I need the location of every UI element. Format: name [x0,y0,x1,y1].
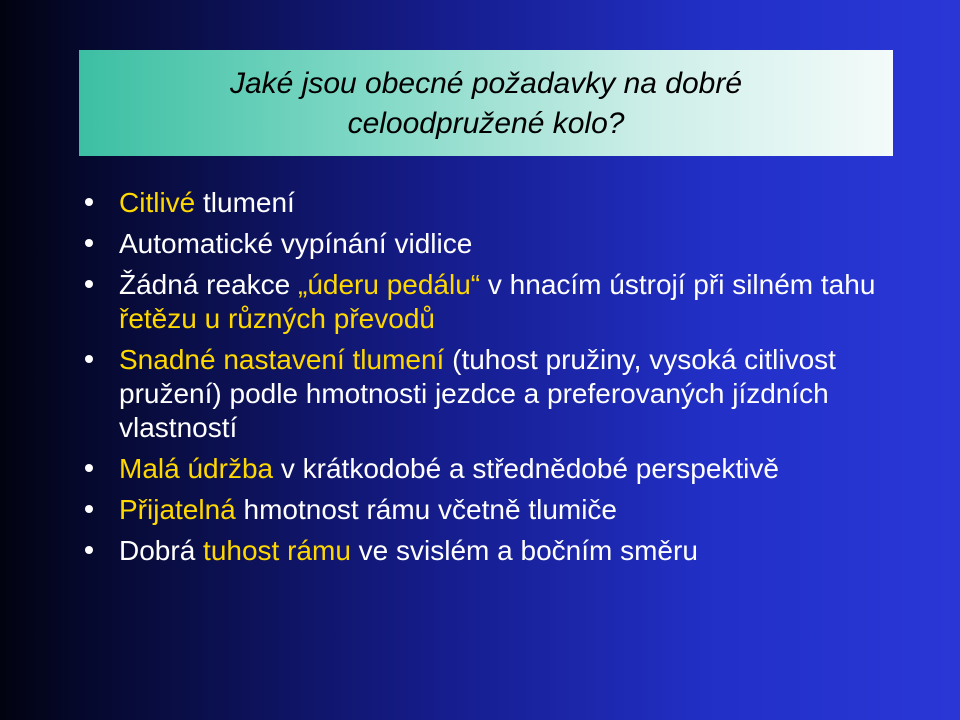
bullet-dot-icon [85,505,93,513]
bullet-dot-icon [85,239,93,247]
bullet-item [82,227,882,261]
highlight-text: řetězu u různých převodů [119,303,435,334]
bullet-dot-icon [85,280,93,288]
bullet-item [82,343,882,445]
bullet-item [82,452,882,486]
bullet-text: tlumení [195,187,295,218]
bullet-text: Žádná reakce [119,269,298,300]
bullet-item [82,186,882,220]
slide-title [79,64,893,144]
bullet-dot-icon [85,546,93,554]
bullet-text: Automatické vypínání vidlice [119,228,473,259]
highlight-text: Malá údržba [119,453,274,484]
bullet-item [82,534,882,568]
highlight-text: Snadné nastavení tlumení [119,344,445,375]
bullet-text: v hnacím ústrojí při silném tahu [480,269,876,300]
bullet-dot-icon [85,464,93,472]
title-line-2: celoodpružené kolo? [347,107,625,140]
title-box [79,50,893,156]
bullet-text: v krátkodobé a střednědobé perspektivě [273,453,779,484]
bullet-list [82,186,882,575]
title-line-1: Jaké jsou obecné požadavky na dobré [229,67,743,100]
highlight-text: tuhost rámu [203,535,351,566]
bullet-dot-icon [85,355,93,363]
highlight-text: Citlivé [119,187,196,218]
highlight-text: Přijatelná [119,494,236,525]
bullet-dot-icon [85,198,93,206]
bullet-text: hmotnost rámu včetně tlumiče [235,494,618,525]
bullet-text: ve svislém a bočním směru [350,535,698,566]
bullet-text: (tuhost pružiny, vysoká citlivost pružení) podle hmotnosti jezdce a preferovaných jízdních vlastností [119,344,836,443]
highlight-text: „úderu pedálu“ [298,269,481,300]
bullet-item [82,268,882,336]
bullet-item [82,493,882,527]
bullet-text: Dobrá [119,535,204,566]
